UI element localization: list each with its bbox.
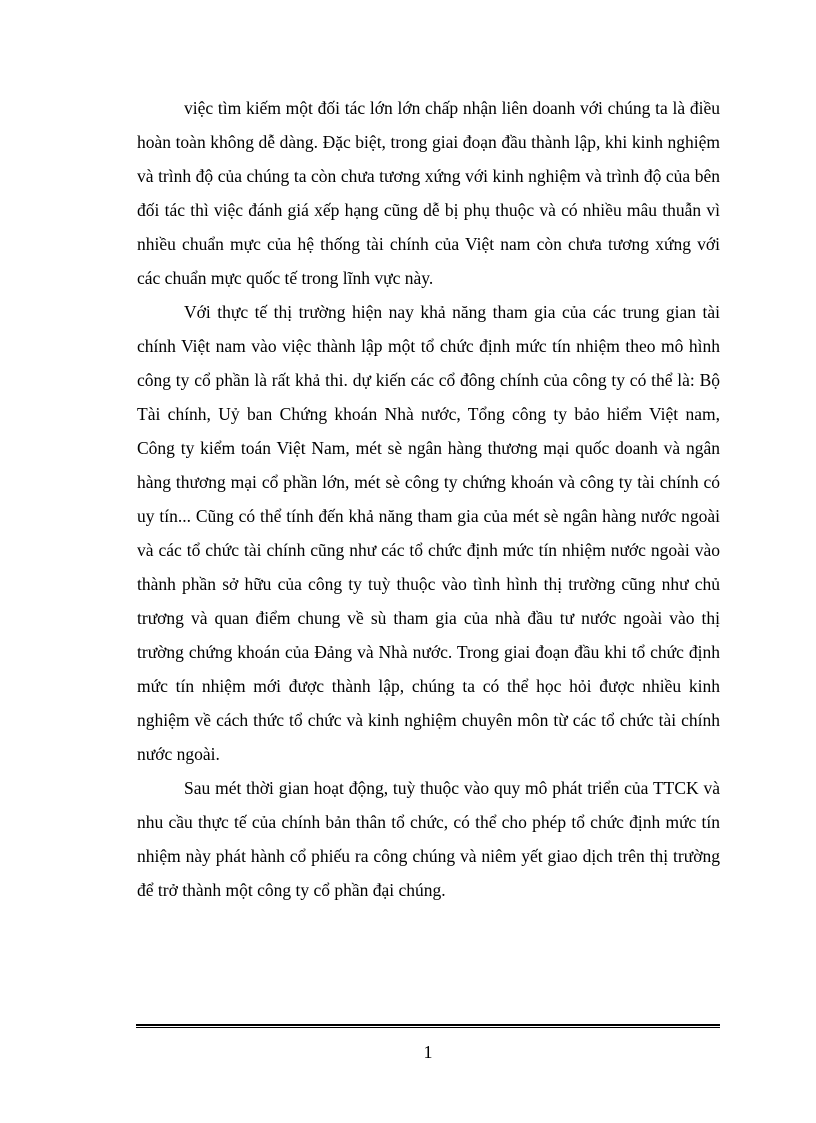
footer-divider xyxy=(136,1024,720,1028)
body-text xyxy=(137,91,720,907)
paragraph-3: Sau mét thời gian hoạt động, tuỳ thuộc vào quy mô phát triển của TTCK và nhu cầu thực tế của chính bản thân tổ chức, có thể cho phép tổ chức định mức tín nhiệm này phát hành cổ phiếu ra công chúng và niêm yết giao dịch trên thị trường để trở thành một công ty cổ phần đại chúng. xyxy=(137,778,720,900)
paragraph-2: Với thực tế thị trường hiện nay khả năng tham gia của các trung gian tài chính Việt nam vào việc thành lập một tổ chức định mức tín nhiệm theo mô hình công ty cổ phần là rất khả thi. dự kiến các cổ đông chính của công ty có thể là: Bộ Tài chính, Uỷ ban Chứng khoán Nhà nước, Tổng công ty bảo hiểm Việt nam, Công ty kiểm toán Việt Nam, mét sè ngân hàng thương mại quốc doanh và ngân hàng thương mại cổ phần lớn, mét sè công ty chứng khoán và công ty tài chính có uy tín... Cũng có thể tính đến khả năng tham gia của mét sè ngân hàng nước ngoài và các tổ chức tài chính cũng như các tổ chức định mức tín nhiệm nước ngoài vào thành phần sở hữu của công ty tuỳ thuộc vào tình hình thị trường cũng như chủ trương và quan điểm chung về sù tham gia của nhà đầu tư nước ngoài vào thị trường chứng khoán của Đảng và Nhà nước. Trong giai đoạn đầu khi tổ chức định mức tín nhiệm mới được thành lập, chúng ta có thể học hỏi được nhiều kinh nghiệm về cách thức tổ chức và kinh nghiệm chuyên môn từ các tổ chức tài chính nước ngoài. xyxy=(137,302,720,764)
page-number: 1 xyxy=(423,1042,433,1062)
paragraph-1: việc tìm kiếm một đối tác lớn lớn chấp nhận liên doanh với chúng ta là điều hoàn toàn không dễ dàng. Đặc biệt, trong giai đoạn đầu thành lập, khi kinh nghiệm và trình độ của chúng ta còn chưa tương xứng với kinh nghiệm và trình độ của bên đối tác thì việc đánh giá xếp hạng cũng dễ bị phụ thuộc và có nhiều mâu thuẫn vì nhiều chuẩn mực của hệ thống tài chính của Việt nam còn chưa tương xứng với các chuẩn mực quốc tế trong lĩnh vực này. xyxy=(137,98,720,288)
